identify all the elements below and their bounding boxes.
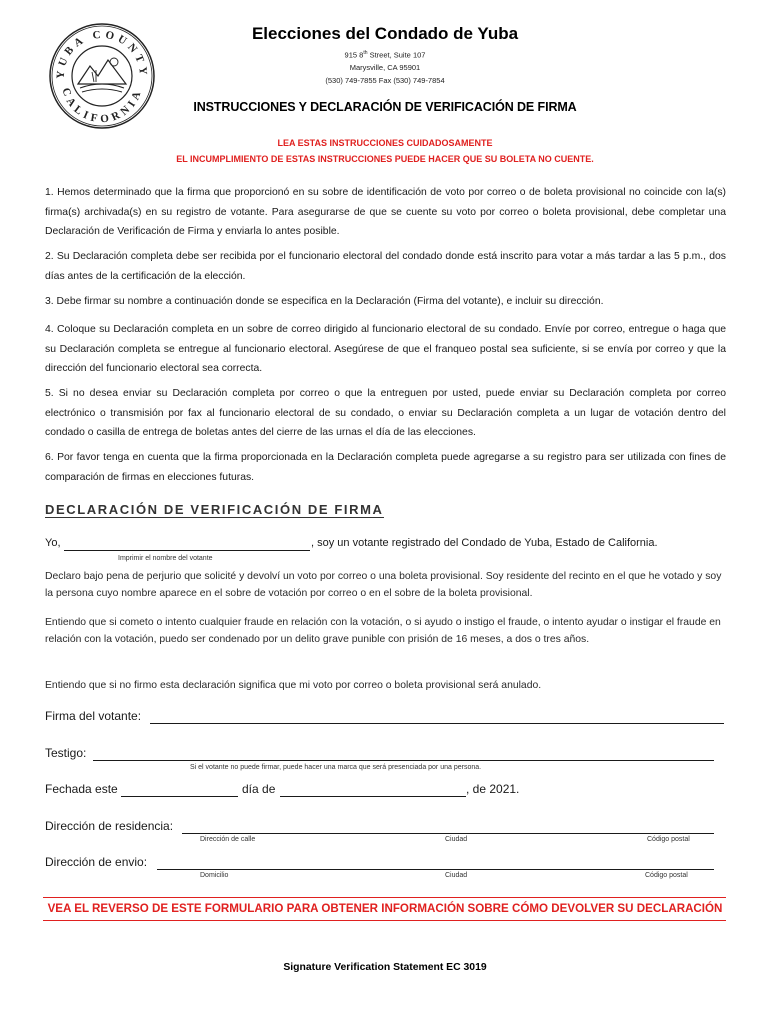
- notice-bottom-rule: [43, 920, 726, 921]
- declaration-title: DECLARACIÓN DE VERIFICACIÓN DE FIRMA: [45, 502, 384, 517]
- registered-voter-statement: , soy un votante registrado del Condado de Yuba, Estado de California.: [311, 537, 658, 549]
- residence-city-caption: Ciudad: [445, 836, 468, 843]
- witness-input-line[interactable]: [93, 760, 714, 761]
- witness-label: Testigo:: [45, 746, 87, 760]
- svg-text:YUBA COUNTY: YUBA COUNTY: [54, 28, 150, 80]
- dated-middle: día de: [242, 782, 276, 796]
- dated-suffix: , de 2021.: [466, 782, 520, 796]
- residence-street-caption: Dirección de calle: [200, 836, 256, 843]
- address-ordinal-suffix: th: [363, 50, 368, 56]
- residence-zip-caption: Código postal: [647, 836, 690, 843]
- residence-address-input-line[interactable]: [182, 833, 714, 834]
- print-name-caption: Imprimir el nombre del votante: [118, 555, 213, 562]
- address-street-name: Street, Suite 107: [367, 50, 426, 60]
- dated-prefix: Fechada este: [45, 782, 118, 796]
- instruction-item-4: 4. Coloque su Declaración completa en un sobre de correo dirigido al funcionario electoral de su condado. Envíe por correo, entregue o haga que su Declaración completa se entregue al funcionario electoral. Asegúrese de que el franqueo postal sea suficiente, si se envía por correo y que la dirección del funcionario electoral sea correcta.: [45, 324, 726, 374]
- address-street: [0, 50, 770, 60]
- address-city: Marysville, CA 95901: [349, 63, 421, 72]
- instructions-title: INSTRUCCIONES Y DECLARACIÓN DE VERIFICACIÓN DE FIRMA: [193, 100, 577, 114]
- mailing-address-input-line[interactable]: [157, 869, 714, 870]
- perjury-statement: Declaro bajo pena de perjurio que solicité y devolví un voto por correo o una boleta provisional. Soy residente del recinto en el que he votado y soy la persona cuyo nombre aparece en el sobre de votación por correo o en el sobre de la boleta provisional.: [45, 571, 722, 599]
- fraud-statement: Entiendo que si cometo o intento cualquier fraude en relación con la votación, o si ayudo o instigo el fraude, o intento ayudar o instigar el fraude en relación con la votación, puedo ser condenado por un delito grave punible con prisión de 16 meses, a dos o tres años.: [45, 617, 721, 645]
- warning-ballot-not-count: EL INCUMPLIMIENTO DE ESTAS INSTRUCCIONES PUEDE HACER QUE SU BOLETA NO CUENTE.: [176, 154, 594, 164]
- instruction-item-1: 1. Hemos determinado que la firma que proporcionó en su sobre de identificación de voto por correo o de boleta provisional no coincide con la(s) firma(s) archivada(s) en su registro de votante. Para asegurarse de que se cuente su voto por correo o boleta provisional, debe completar una Declaración de Verificación de Firma y enviarla lo antes posible.: [45, 187, 726, 237]
- instruction-item-6: 6. Por favor tenga en cuenta que la firma proporcionada en la Declaración completa puede agregarse a su registro para ser utilizada con fines de comparación de firmas en elecciones futuras.: [45, 452, 726, 483]
- mailing-domicile-caption: Domicilio: [200, 872, 229, 879]
- date-day-input-line[interactable]: [121, 796, 238, 797]
- signature-input-line[interactable]: [150, 723, 724, 724]
- agency-title: Elecciones del Condado de Yuba: [251, 24, 519, 43]
- form-footer-title: Signature Verification Statement EC 3019: [283, 962, 487, 973]
- mailing-address-label: Dirección de envio:: [45, 855, 148, 869]
- voter-name-input-line[interactable]: [64, 550, 310, 551]
- mailing-city-caption: Ciudad: [445, 872, 468, 879]
- instruction-item-2: 2. Su Declaración completa debe ser recibida por el funcionario electoral del condado donde está inscrito para votar a más tardar a las 5 p.m., dos días antes de la certificación de la elección.: [45, 251, 726, 282]
- signature-label: Firma del votante:: [45, 709, 142, 723]
- return-instructions-notice: VEA EL REVERSO DE ESTE FORMULARIO PARA OBTENER INFORMACIÓN SOBRE CÓMO DEVOLVER SU DECLARACIÓN: [47, 902, 723, 915]
- mailing-zip-caption: Código postal: [645, 872, 688, 879]
- instruction-item-3: 3. Debe firmar su nombre a continuación donde se especifica en la Declaración (Firma del votante), e incluir su dirección.: [45, 296, 604, 307]
- instruction-item-5: 5. Si no desea enviar su Declaración completa por correo o que la entreguen por usted, puede enviar su Declaración completa por correo electrónico o transmisión por fax al funcionario electoral de su condado, o enviar su Declaración completa a un lugar de votación dentro del condado o casilla de entrega de boletas antes del cierre de las urnas el día de las elecciones.: [45, 388, 726, 438]
- residence-address-label: Dirección de residencia:: [45, 819, 174, 833]
- date-month-input-line[interactable]: [280, 796, 466, 797]
- address-phone-fax: (530) 749-7855 Fax (530) 749-7854: [325, 76, 445, 85]
- notice-top-rule: [43, 897, 726, 898]
- witness-caption: Si el votante no puede firmar, puede hacer una marca que será presenciada por una persona.: [190, 764, 482, 771]
- warning-read-carefully: LEA ESTAS INSTRUCCIONES CUIDADOSAMENTE: [277, 138, 493, 148]
- address-street-number: 915 8: [344, 50, 364, 60]
- unsigned-void-statement: Entiendo que si no firmo esta declaración significa que mi voto por correo o boleta provisional será anulado.: [45, 680, 542, 691]
- svg-text:CALIFORNIA: CALIFORNIA: [59, 86, 145, 126]
- yo-label: Yo,: [45, 537, 61, 549]
